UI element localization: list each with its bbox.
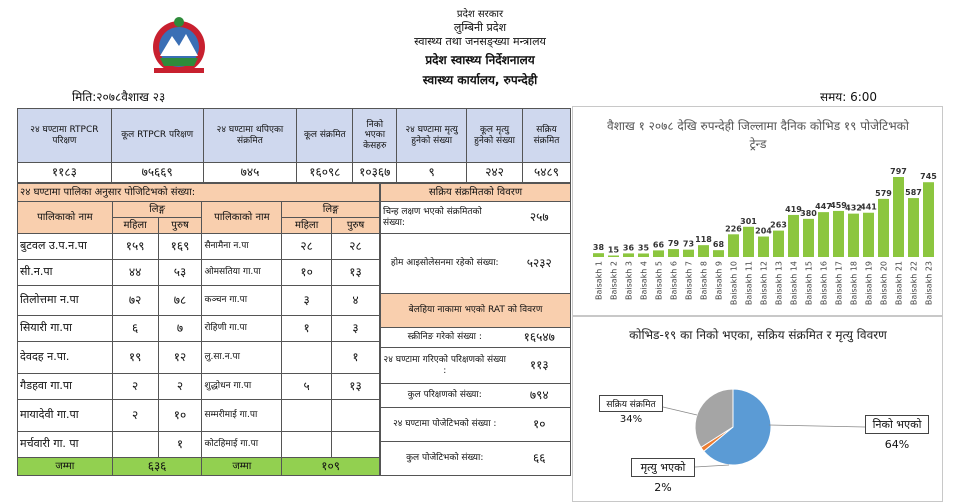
bar xyxy=(683,250,694,257)
bar-data-label: 38 xyxy=(592,243,605,253)
bar-data-label: 587 xyxy=(905,188,922,198)
muni-male: ४ xyxy=(332,286,380,316)
bar-data-label: 118 xyxy=(695,235,712,245)
pie-label-recovered-box: निको भएको xyxy=(865,415,929,434)
bar-data-label: 447 xyxy=(815,202,832,212)
bar xyxy=(623,253,634,257)
bar-data-label: 36 xyxy=(622,243,635,253)
bar xyxy=(773,231,784,257)
bar-data-label: 419 xyxy=(785,204,802,214)
muni-name: शुद्धोधन गा.पा xyxy=(202,374,282,400)
bar-data-label: 15 xyxy=(607,245,620,255)
bar-data-label: 380 xyxy=(800,208,817,218)
positive-24h-label: २४ घण्टामा पोजेटिभको संख्या : xyxy=(381,408,509,442)
bar xyxy=(788,215,799,257)
col-name-a: पालिकाको नाम xyxy=(18,202,113,234)
x-tick-label: Baisakh 7 xyxy=(684,261,694,301)
active-title: सक्रिय संक्रमितको विवरण xyxy=(381,184,571,202)
muni-female: ३ xyxy=(282,286,332,316)
leader-line xyxy=(663,407,697,415)
summary-header: कूल RTPCR परिक्षण xyxy=(111,109,203,163)
x-tick-label: Baisakh 21 xyxy=(894,261,904,306)
pie-chart-title: कोभिड-१९ का निको भएका, सक्रिय संक्रमित र मृत्यु विवरण xyxy=(629,328,887,342)
muni-male xyxy=(332,400,380,432)
bar-data-label: 35 xyxy=(637,243,650,253)
muni-male: १२ xyxy=(158,342,202,374)
col-gender-b: लिङ्ग xyxy=(282,202,380,218)
muni-female xyxy=(112,432,158,458)
table-row xyxy=(18,342,380,374)
summary-value: ७५६६९ xyxy=(111,163,203,183)
x-tick-label: Baisakh 18 xyxy=(849,261,859,306)
muni-female: २ xyxy=(112,374,158,400)
x-tick-label: Baisakh 22 xyxy=(909,261,919,306)
summary-header: कूल संक्रमित xyxy=(297,109,353,163)
daily-positive-chart xyxy=(572,106,943,316)
table-row xyxy=(18,432,380,458)
bar xyxy=(803,219,814,257)
summary-header: २४ घण्टामा RTPCR परिक्षण xyxy=(18,109,112,163)
tests-24h-label: २४ घण्टामा गरिएको परिक्षणको संख्या : xyxy=(381,348,509,384)
bar-data-label: 68 xyxy=(712,240,725,250)
x-tick-label: Baisakh 2 xyxy=(609,261,619,301)
muni-name: देवदह न.पा. xyxy=(18,342,113,374)
bar xyxy=(668,249,679,257)
x-tick-label: Baisakh 11 xyxy=(744,261,754,306)
x-tick-label: Baisakh 5 xyxy=(654,261,664,301)
muni-female: ४४ xyxy=(112,260,158,286)
bar-data-label: 579 xyxy=(875,188,892,198)
muni-name: मायादेवी गा.पा xyxy=(18,400,113,432)
table-row xyxy=(18,400,380,432)
positive-total-value: ६६ xyxy=(509,442,571,476)
muni-male: १३ xyxy=(332,260,380,286)
positive-24h-value: १० xyxy=(509,408,571,442)
muni-male: १३ xyxy=(332,374,380,400)
muni-female: १ xyxy=(282,316,332,342)
col-female-b: महिला xyxy=(282,218,332,234)
x-tick-label: Baisakh 4 xyxy=(639,261,649,301)
table-row xyxy=(18,374,380,400)
bar xyxy=(638,253,649,257)
muni-name: रोहिणी गा.पा xyxy=(202,316,282,342)
x-tick-label: Baisakh 6 xyxy=(669,261,679,301)
summary-value: १६०९८ xyxy=(297,163,353,183)
muni-name: गैडहवा गा.पा xyxy=(18,374,113,400)
bar xyxy=(728,234,739,257)
bar xyxy=(758,237,769,257)
muni-name: मर्चवारी गा. पा xyxy=(18,432,113,458)
muni-female: १९ xyxy=(112,342,158,374)
x-tick-label: Baisakh 9 xyxy=(714,261,724,301)
col-name-b: पालिकाको नाम xyxy=(202,202,282,234)
total-row xyxy=(18,458,380,476)
muni-name: कोटहिमाई गा.पा xyxy=(202,432,282,458)
bar-data-label: 441 xyxy=(860,202,877,212)
muni-female: २८ xyxy=(282,234,332,260)
bar-data-label: 226 xyxy=(725,224,742,234)
muni-male: १ xyxy=(332,342,380,374)
muni-name: कञ्चन गा.पा xyxy=(202,286,282,316)
bar xyxy=(593,253,604,257)
table-row xyxy=(18,234,380,260)
muni-female: ५ xyxy=(282,374,332,400)
muni-female xyxy=(282,432,332,458)
report-date: मिति:२०७८वैशाख २३ xyxy=(72,90,166,104)
bar-data-label: 79 xyxy=(667,239,680,249)
bar-data-label: 432 xyxy=(845,203,862,213)
bar xyxy=(893,177,904,257)
x-tick-label: Baisakh 19 xyxy=(864,261,874,306)
muni-name: ओमसतिया गा.पा xyxy=(202,260,282,286)
pie-label-recovered xyxy=(865,415,929,451)
col-male-b: पुरुष xyxy=(332,218,380,234)
col-female-a: महिला xyxy=(112,218,158,234)
x-tick-label: Baisakh 3 xyxy=(624,261,634,301)
leader-line xyxy=(695,465,729,467)
active-rat-table xyxy=(380,183,571,476)
screening-label: स्क्रीनिङ गरेको संख्या : xyxy=(381,328,509,348)
bar xyxy=(878,199,889,257)
x-tick-label: Baisakh 17 xyxy=(834,261,844,306)
home-isolation-label: होम आइसोलेसनमा रहेको संख्या: xyxy=(381,234,509,294)
bar-data-label: 73 xyxy=(682,239,695,249)
report-time: समय: 6:00 xyxy=(820,90,878,104)
symptom-value: २५७ xyxy=(509,202,571,234)
summary-header: सक्रिय संक्रमित xyxy=(523,109,571,163)
x-tick-label: Baisakh 14 xyxy=(789,261,799,306)
pie-label-death-pct: 2% xyxy=(654,481,672,494)
table-row xyxy=(18,260,380,286)
muni-male: ३ xyxy=(332,316,380,342)
x-tick-label: Baisakh 16 xyxy=(819,261,829,306)
summary-value: ५४८९ xyxy=(523,163,571,183)
bar-data-label: 301 xyxy=(740,216,757,226)
x-tick-label: Baisakh 1 xyxy=(594,261,604,301)
bar-data-label: 263 xyxy=(770,220,787,230)
muni-female: २ xyxy=(112,400,158,432)
bar-data-label: 797 xyxy=(890,167,907,176)
muni-male: १० xyxy=(158,400,202,432)
bar-data-label: 66 xyxy=(652,240,665,250)
muni-male: २ xyxy=(158,374,202,400)
pie-label-death xyxy=(631,458,695,494)
muni-male: १ xyxy=(158,432,202,458)
col-male-a: पुरुष xyxy=(158,218,202,234)
bar xyxy=(923,182,934,257)
muni-name: सैनामैना न.पा xyxy=(202,234,282,260)
bar xyxy=(833,211,844,257)
header-line-3: स्वास्थ्य तथा जनसङ्ख्या मन्त्रालय xyxy=(414,35,546,48)
header-line-2: लुम्बिनी प्रदेश xyxy=(453,21,507,34)
muni-male: ७ xyxy=(158,316,202,342)
total-label-a: जम्मा xyxy=(18,458,113,476)
muni-female: १५९ xyxy=(112,234,158,260)
x-tick-label: Baisakh 15 xyxy=(804,261,814,306)
header-line-4: प्रदेश स्वास्थ्य निर्देशनालय xyxy=(425,53,535,67)
pie-label-active xyxy=(599,395,663,425)
screening-value: १६५४७ xyxy=(509,328,571,348)
muni-male: ५३ xyxy=(158,260,202,286)
muni-name: बुटवल उ.प.न.पा xyxy=(18,234,113,260)
muni-female: ७२ xyxy=(112,286,158,316)
home-isolation-value: ५२३२ xyxy=(509,234,571,294)
x-tick-label: Baisakh 20 xyxy=(879,261,889,306)
rat-title: बेलहिया नाकामा भएको RAT को विवरण xyxy=(381,294,571,328)
pie-label-death-box: मृत्यु भएको xyxy=(631,458,695,477)
municipality-table xyxy=(17,183,380,476)
bar-chart-title: वैशाख १ २०७८ देखि रुपन्देही जिल्लामा दैनिक कोभिड १९ पोजेटिभको ट्रेन्ड xyxy=(607,119,909,151)
muni-female: ६ xyxy=(112,316,158,342)
x-tick-label: Baisakh 10 xyxy=(729,261,739,306)
x-tick-label: Baisakh 12 xyxy=(759,261,769,306)
muni-name: सम्मरीमाई गा.पा xyxy=(202,400,282,432)
muni-name: सी.न.पा xyxy=(18,260,113,286)
table-row xyxy=(18,286,380,316)
muni-female xyxy=(282,342,332,374)
bar-data-label: 459 xyxy=(830,200,847,210)
summary-header: कूल मृत्यु हुनेको संख्या xyxy=(467,109,523,163)
muni-male: २८ xyxy=(332,234,380,260)
x-tick-label: Baisakh 23 xyxy=(924,261,934,306)
bar xyxy=(653,250,664,257)
bar xyxy=(863,213,874,257)
bar xyxy=(818,212,829,257)
summary-value: ९ xyxy=(397,163,467,183)
bar xyxy=(743,227,754,257)
pie-label-active-pct: 34% xyxy=(619,414,643,425)
recovery-pie-chart xyxy=(572,316,943,502)
bar-data-label: 204 xyxy=(755,226,772,236)
muni-name: लु.सा.न.पा xyxy=(202,342,282,374)
bar xyxy=(908,198,919,257)
x-tick-label: Baisakh 13 xyxy=(774,261,784,306)
summary-value: ७४५ xyxy=(203,163,297,183)
header-line-5: स्वास्थ्य कार्यालय, रुपन्देही xyxy=(422,73,538,87)
total-value-b: १०९ xyxy=(282,458,380,476)
municipality-table-title: २४ घण्टामा पालिका अनुसार पोजिटिभको संख्या: xyxy=(18,184,380,202)
summary-value: २४२ xyxy=(467,163,523,183)
total-value-a: ६३६ xyxy=(112,458,202,476)
positive-total-label: कुल पोजेटिभको संख्या: xyxy=(381,442,509,476)
muni-female: १० xyxy=(282,260,332,286)
muni-male xyxy=(332,432,380,458)
total-label-b: जम्मा xyxy=(202,458,282,476)
muni-name: सियारी गा.पा xyxy=(18,316,113,342)
x-tick-label: Baisakh 8 xyxy=(699,261,709,301)
bar xyxy=(848,214,859,257)
bar-data-label: 745 xyxy=(920,172,937,182)
summary-header: निको भएका केसहरु xyxy=(353,109,397,163)
tests-total-label: कुल परिक्षणको संख्या: xyxy=(381,384,509,408)
col-gender-a: लिङ्ग xyxy=(112,202,202,218)
summary-table xyxy=(17,108,571,183)
tests-24h-value: ११३ xyxy=(509,348,571,384)
muni-name: तिलोत्तमा न.पा xyxy=(18,286,113,316)
muni-male: १६९ xyxy=(158,234,202,260)
bar xyxy=(608,255,619,257)
summary-value: १०३६७ xyxy=(353,163,397,183)
tests-total-value: ७९४ xyxy=(509,384,571,408)
header-line-1: प्रदेश सरकार xyxy=(456,9,504,20)
symptom-label: चिन्ह लक्षण भएको संक्रमितको संख्या: xyxy=(381,202,509,234)
summary-header: २४ घण्टामा थपिएका संक्रमित xyxy=(203,109,297,163)
summary-value: ११८३ xyxy=(18,163,112,183)
muni-female xyxy=(282,400,332,432)
summary-header: २४ घण्टामा मृत्यु हुनेको संख्या xyxy=(397,109,467,163)
pie-label-recovered-pct: 64% xyxy=(884,438,910,451)
table-row xyxy=(18,316,380,342)
bar-chart-plot xyxy=(573,107,944,317)
bar xyxy=(698,245,709,257)
pie-label-active-box: सक्रिय संक्रमित xyxy=(599,395,663,412)
bar xyxy=(713,250,724,257)
muni-male: ७८ xyxy=(158,286,202,316)
leader-line xyxy=(769,425,865,427)
summary-header-row xyxy=(18,109,571,163)
summary-value-row xyxy=(18,163,571,183)
